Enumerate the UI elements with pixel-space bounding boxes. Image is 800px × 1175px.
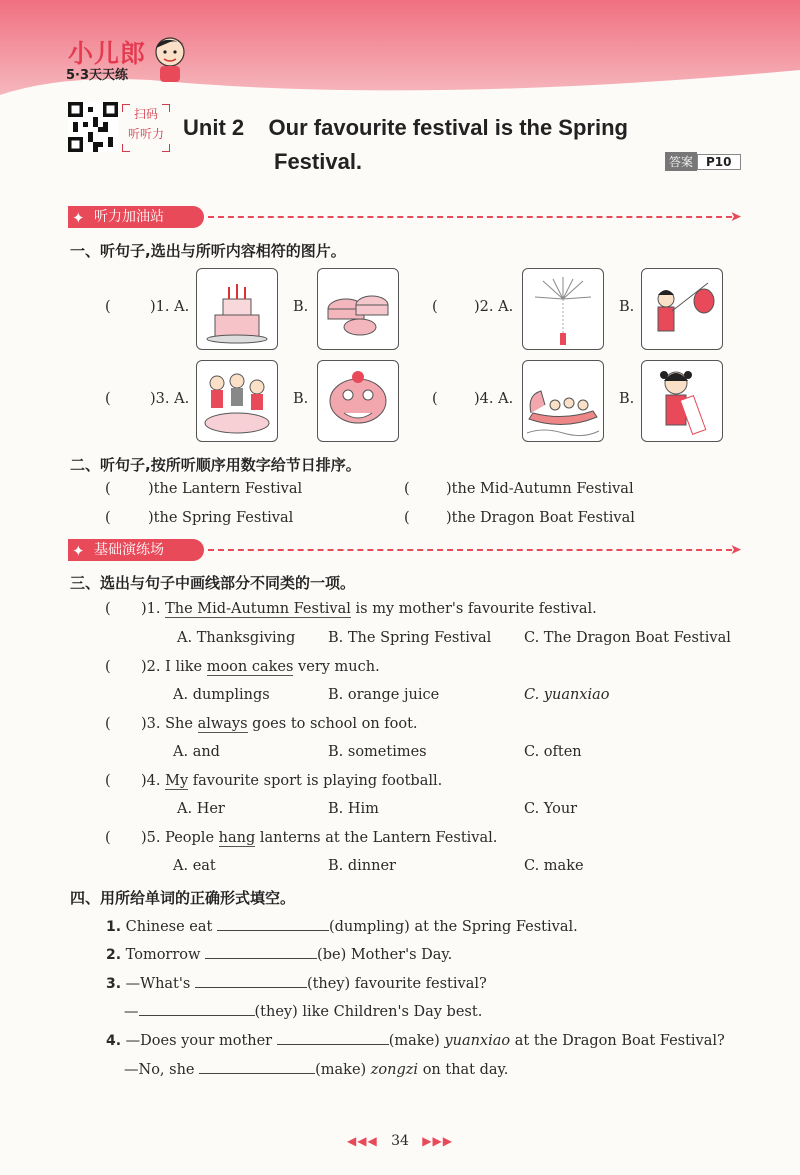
option-c[interactable]: C. make <box>524 858 584 874</box>
option-b-image[interactable] <box>317 268 399 350</box>
option-b[interactable]: B. The Spring Festival <box>328 630 492 646</box>
fill-line-1: 1. Chinese eat (dumpling) at the Spring Festival. <box>106 916 578 935</box>
answer-paren[interactable]: ( <box>105 601 111 617</box>
option-b-image[interactable] <box>317 360 399 442</box>
question-1-title: 一、听句子,选出与所听内容相符的图片。 <box>70 242 346 260</box>
brand-logo: 小儿郎 <box>68 39 147 68</box>
option-c[interactable]: C. yuanxiao <box>524 687 610 703</box>
option-a[interactable]: A. and <box>173 744 220 760</box>
question-2-title: 二、听句子,按所听顺序用数字给节日排序。 <box>70 456 361 474</box>
answer-paren[interactable]: ( <box>105 299 111 315</box>
option-c[interactable]: C. The Dragon Boat Festival <box>524 630 731 646</box>
lion-dance-icon <box>318 361 398 441</box>
option-b[interactable]: B. orange juice <box>328 687 440 703</box>
option-a-image[interactable] <box>522 360 604 442</box>
question-3-title: 三、选出与句子中画线部分不同类的一项。 <box>70 574 356 592</box>
page-title: Unit 2 Our favourite festival is the Spring Festival. <box>183 115 628 174</box>
blank-input[interactable] <box>277 1030 389 1045</box>
couplet-girl-icon <box>642 361 722 441</box>
option-a[interactable]: A. Thanksgiving <box>177 630 296 646</box>
answer-paren[interactable]: ( <box>105 510 111 526</box>
family-dinner-icon <box>197 361 277 441</box>
option-c[interactable]: C. often <box>524 744 582 760</box>
blank-input[interactable] <box>199 1059 315 1074</box>
option-a-image[interactable] <box>196 268 278 350</box>
option-a[interactable]: A. Her <box>177 801 225 817</box>
fill-line-4-reply: —No, she (make) zongzi on that day. <box>124 1059 508 1078</box>
option-b-image[interactable] <box>641 268 723 350</box>
option-c[interactable]: C. Your <box>524 801 578 817</box>
mascot-icon <box>150 34 190 84</box>
fill-line-4: 4. —Does your mother (make) yuanxiao at the Dragon Boat Festival? <box>106 1030 725 1049</box>
prev-arrows-icon: ◀◀◀ <box>347 1134 378 1148</box>
option-b[interactable]: B. Him <box>328 801 379 817</box>
festival-option: )the Lantern Festival <box>148 481 303 497</box>
option-b-image[interactable] <box>641 360 723 442</box>
answer-paren[interactable]: ( <box>404 481 410 497</box>
fill-line-2: 2. Tomorrow (be) Mother's Day. <box>106 944 452 963</box>
answer-paren[interactable]: ( <box>105 830 111 846</box>
cake-icon <box>197 269 277 349</box>
option-a[interactable]: A. dumplings <box>173 687 270 703</box>
blank-input[interactable] <box>139 1001 255 1016</box>
question-4-title: 四、用所给单词的正确形式填空。 <box>70 889 296 907</box>
qr-code-icon[interactable] <box>68 102 118 152</box>
option-a-image[interactable] <box>196 360 278 442</box>
section-banner-listening: ✦ 听力加油站 ➤ <box>68 206 748 228</box>
answer-paren[interactable]: ( <box>105 773 111 789</box>
fill-line-3-reply: — (they) like Children's Day best. <box>124 1001 482 1020</box>
answer-paren[interactable]: ( <box>432 299 438 315</box>
answer-paren[interactable]: ( <box>105 716 111 732</box>
arrow-icon: ➤ <box>730 542 742 558</box>
option-b[interactable]: B. sometimes <box>328 744 427 760</box>
fireworks-icon <box>523 269 603 349</box>
answer-paren[interactable]: ( <box>105 481 111 497</box>
arrow-icon: ➤ <box>730 209 742 225</box>
fill-line-3: 3. —What's (they) favourite festival? <box>106 973 487 992</box>
answer-paren[interactable]: ( <box>105 659 111 675</box>
brand-subtitle: 5·3天天练 <box>66 68 129 83</box>
festival-option: )the Dragon Boat Festival <box>446 510 635 526</box>
next-arrows-icon: ▶▶▶ <box>422 1134 453 1148</box>
option-a-image[interactable] <box>522 268 604 350</box>
answer-paren[interactable]: ( <box>105 391 111 407</box>
festival-option: )the Mid-Autumn Festival <box>446 481 634 497</box>
festival-option: )the Spring Festival <box>148 510 294 526</box>
lantern-girl-icon <box>642 269 722 349</box>
answer-key-badge: 答案 P10 <box>665 152 741 170</box>
blank-input[interactable] <box>195 973 307 988</box>
star-icon: ✦ <box>72 542 85 560</box>
answer-paren[interactable]: ( <box>432 391 438 407</box>
blank-input[interactable] <box>217 916 329 931</box>
blank-input[interactable] <box>205 944 317 959</box>
mooncake-icon <box>318 269 398 349</box>
answer-paren[interactable]: ( <box>404 510 410 526</box>
page-number: ◀◀◀ 34 ▶▶▶ <box>347 1133 453 1149</box>
option-a[interactable]: A. eat <box>173 858 216 874</box>
section-banner-practice: ✦ 基础演练场 ➤ <box>68 539 748 561</box>
star-icon: ✦ <box>72 209 85 227</box>
dragon-boat-icon <box>523 361 603 441</box>
option-b[interactable]: B. dinner <box>328 858 396 874</box>
scan-label: 扫码 听听力 <box>122 104 170 152</box>
